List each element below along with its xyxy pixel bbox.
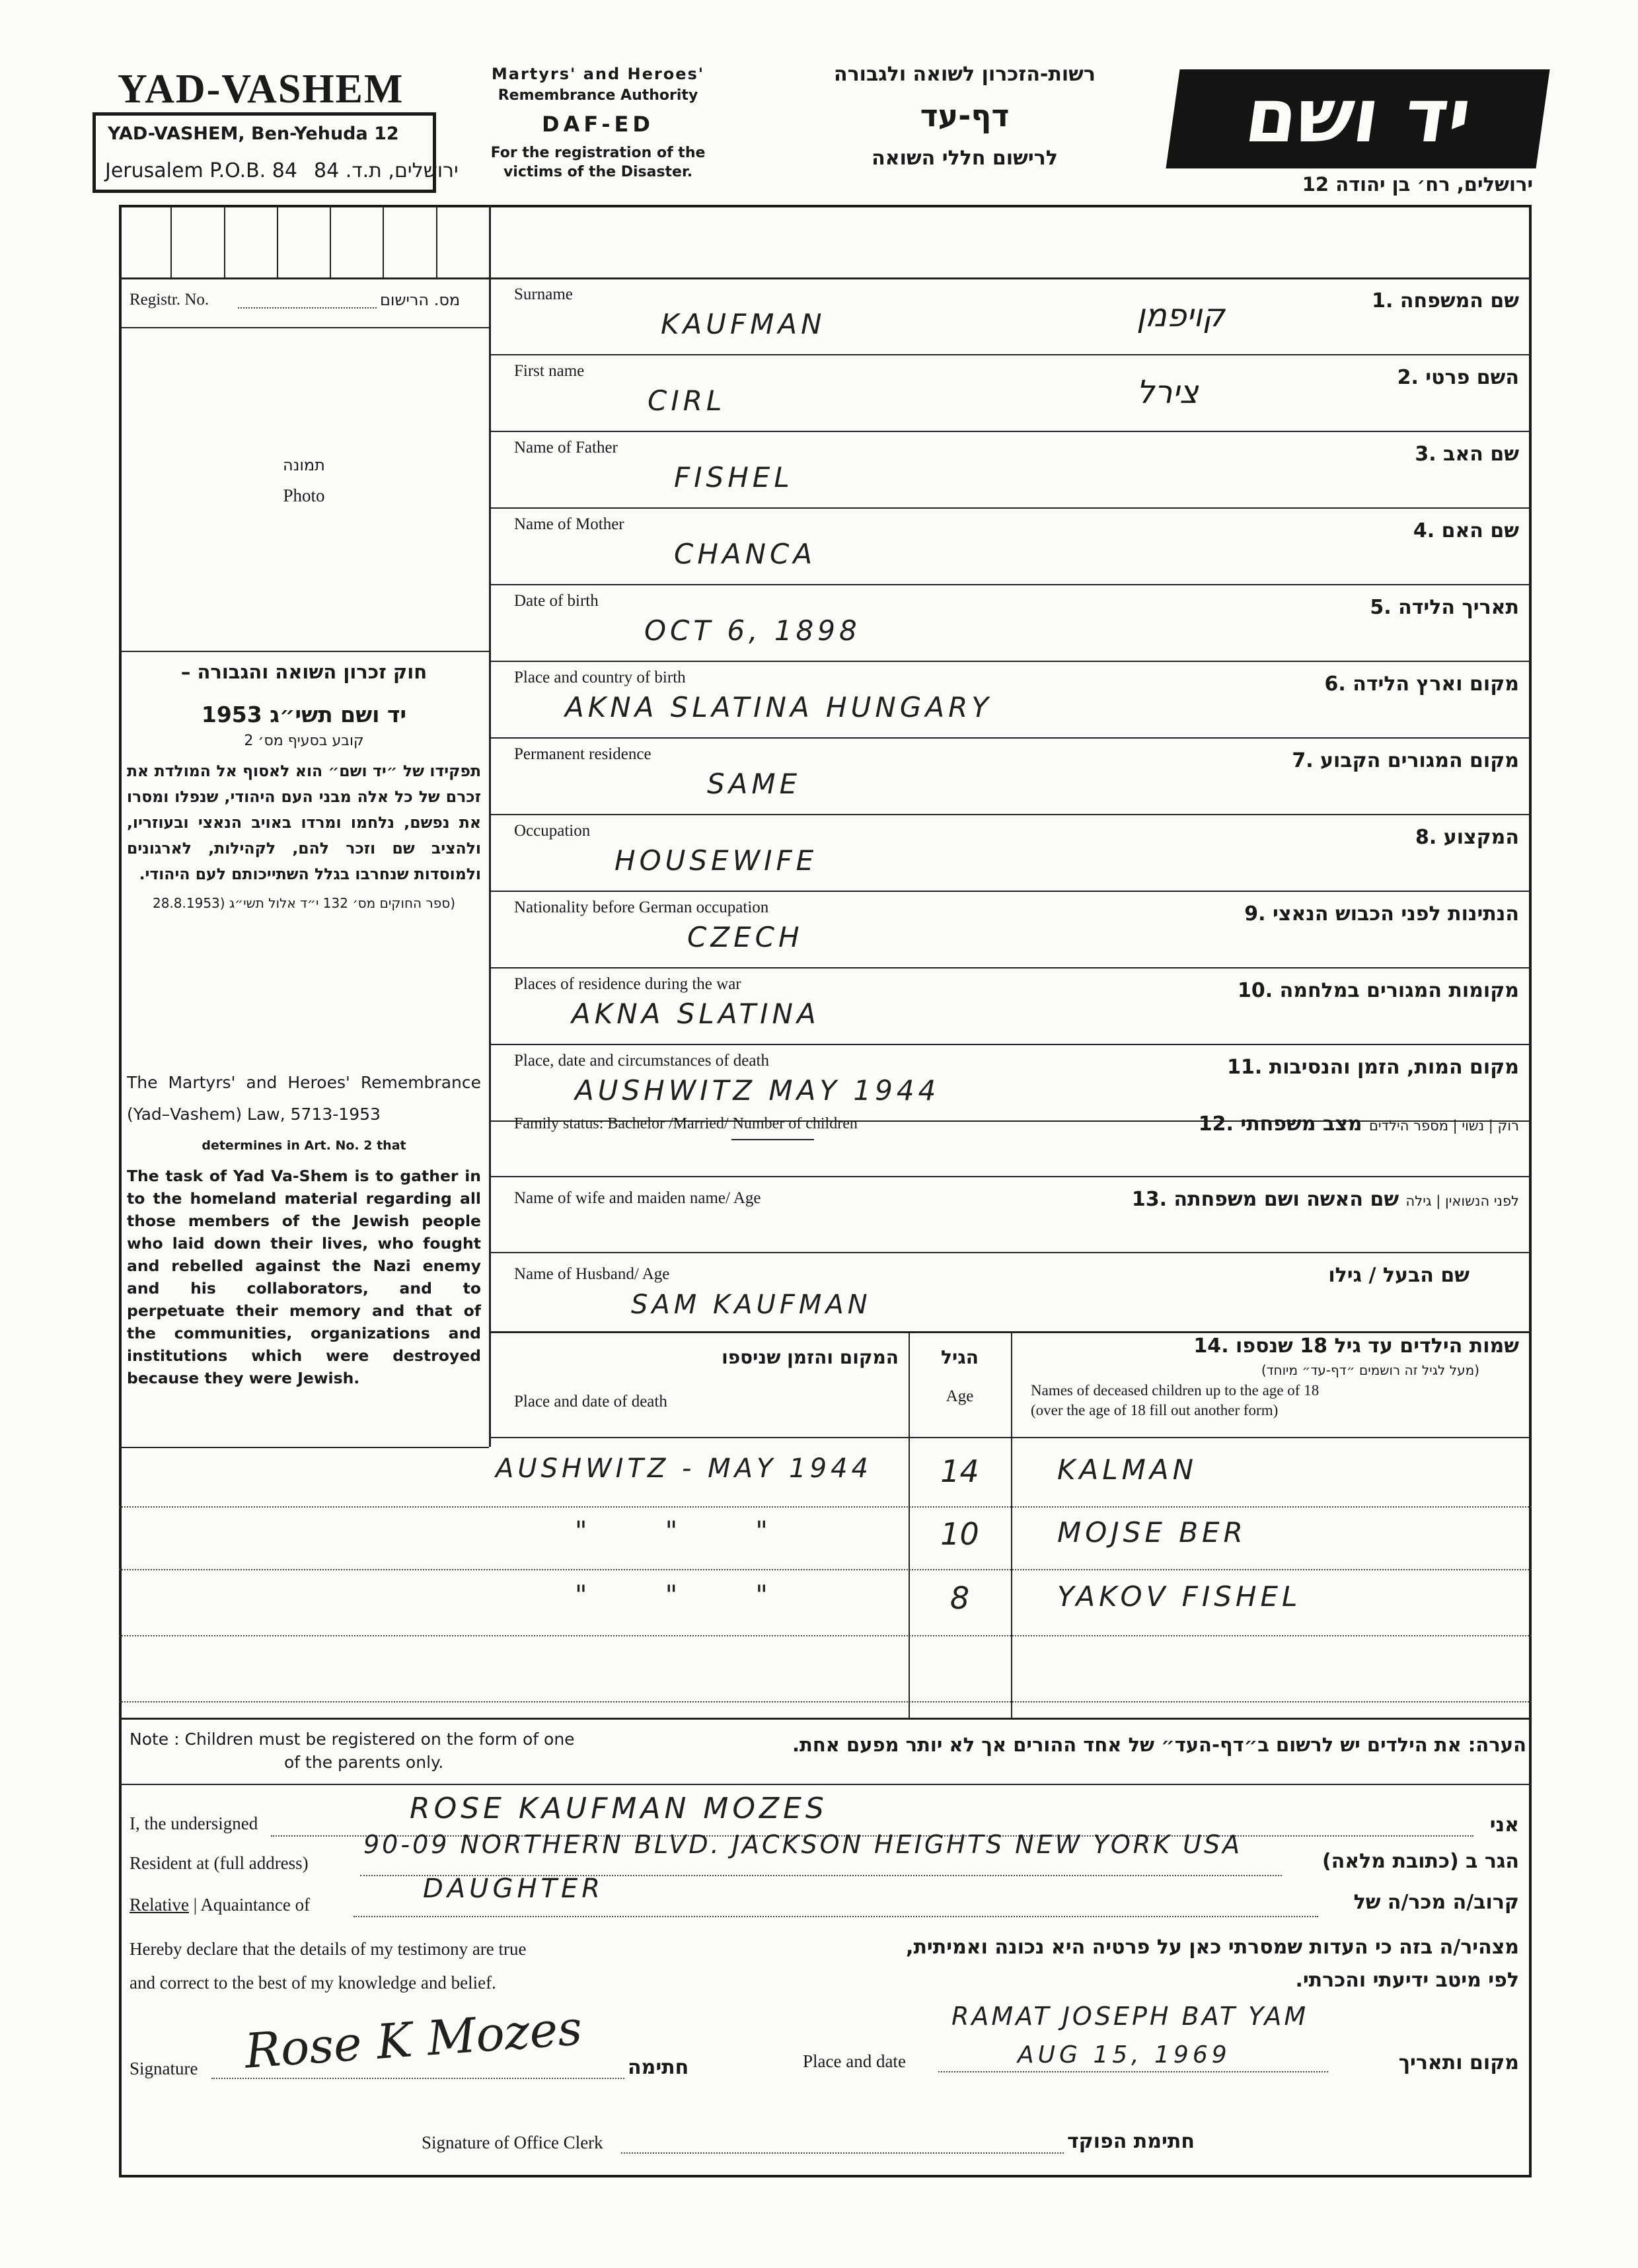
children-age-en: Age [946,1387,974,1405]
field-label: Surname [514,285,573,303]
field-label: Date of birth [514,592,599,610]
law-heb-block [127,661,481,911]
yv-stamp-line2b: ירושלים, ת.ד. 84 [314,159,459,182]
field-num: .3 [1415,443,1436,466]
authority-line2: Remembrance Authority [498,87,698,104]
field-label: Place, date and circumstances of death [514,1052,769,1070]
field-value: AKNA SLATINA [572,998,820,1030]
relative-heb: קרוב/ה מכר/ה של [1353,1891,1519,1914]
top-boxes [119,205,489,277]
note-heb: הערה: את הילדים יש לרשום ב״דף-העד״ של אחד ההורים אך לא יותר מפעם אחת. [792,1734,1526,1756]
undersigned-label: I, the undersigned [130,1813,258,1833]
place-date-heb: מקום ותאריך [1398,2051,1519,2074]
field-num: .4 [1413,519,1435,542]
husband-heb: שם הבעל / גילו [1328,1264,1470,1287]
field-num: .1 [1372,289,1394,312]
resident-heb: הגר ב (כתובת מלאה) [1322,1850,1519,1873]
field-heb-label [990,826,1519,849]
field-heb-label [990,596,1519,619]
field-heb-text: המקצוע [1443,826,1519,849]
field-heb-text: מקום המגורים הקבוע [1320,749,1519,772]
field-label: Permanent residence [514,745,651,763]
signature-label: Signature [130,2059,198,2078]
relative-label-group [130,1895,310,1915]
note-en-2: of the parents only. [284,1753,444,1772]
heb-purpose: לרישום חללי השואה [872,147,1058,170]
field-heb-text: שם האם [1441,519,1519,542]
acquaintance-label: | Aquaintance of [193,1895,311,1915]
place-value: RAMAT JOSEPH BAT YAM [951,2002,1309,2031]
field-label: Name of Father [514,439,618,457]
field-heb-text: תאריך הלידה [1398,596,1519,619]
child-name: KALMAN [1057,1453,1198,1486]
field-heb-label [990,366,1519,389]
children-num: .14 [1193,1335,1229,1358]
field-heb-text: שם המשפחה [1399,289,1519,312]
field-num: .10 [1238,979,1273,1002]
law-heb-ref: (ספר החוקים מס׳ 132 י״ד אלול תשי״ג (28.8.1953 [152,895,455,911]
child-name: YAKOV FISHEL [1057,1580,1302,1613]
family-status-heb-small: רוק | נשוי | מספר הילדים [1368,1118,1519,1134]
child-place: " " " [575,1580,772,1611]
declare-en-1: Hereby declare that the details of my testimony are true [130,1939,527,1959]
heb-authority: רשות-הזכרון לשואה ולגבורה [834,63,1096,86]
field-heb-text: שם האב [1443,443,1519,466]
family-status-en: Family status: Bachelor /Married/ Number of children [514,1115,858,1132]
field-num: .9 [1244,902,1266,926]
children-heb-title-text: שמות הילדים עד גיל 18 שנספו [1236,1335,1519,1358]
children-heb-title [1017,1335,1519,1358]
field-value: HOUSEWIFE [614,844,818,877]
husband-label: Name of Husband/ Age [514,1265,670,1283]
children-en-title1: Names of deceased children up to the age of 18 [1031,1382,1320,1399]
authority-line1: Martyrs' and Heroes' [491,65,705,83]
field-heb-text: השם פרטי [1425,366,1519,389]
relative-value: DAUGHTER [423,1874,605,1904]
field-label: Place and country of birth [514,669,686,686]
field-value-heb: צירל [1136,374,1199,411]
law-en-block [127,1067,481,1389]
family-status-heb-main: מצב משפחתי [1240,1113,1362,1136]
field-label: Occupation [514,822,591,840]
heb-daf-ed: דף-עד [920,98,1010,133]
field-label: Places of residence during the war [514,975,741,993]
field-heb-label [990,289,1519,312]
field-heb-label [990,979,1519,1002]
law-heb-art: קובע בסעיף מס׳ 2 [244,733,364,749]
note-en-1: Note : Children must be registered on the form of one [130,1730,575,1749]
declare-heb-1: מצהיר/ה בזה כי העדות שמסרתי כאן על פרטיה היא נכונה ואמיתית, [906,1936,1519,1959]
wife-heb-small: לפני הנשואין | גילה [1405,1193,1519,1209]
wife-heb [990,1188,1519,1211]
relative-label: Relative [130,1895,189,1915]
law-en-title: The Martyrs' and Heroes' Remembrance (Yad–Vashem) Law, 5713-1953 [127,1073,481,1124]
field-value: CHANCA [674,538,817,570]
yad-vashem-logo [1166,69,1549,168]
registr-label: Registr. No. [130,291,209,309]
undersigned-heb: אני [1489,1813,1519,1837]
wife-label: Name of wife and maiden name/ Age [514,1189,761,1207]
child-place: " " " [575,1516,772,1547]
family-status-heb [1057,1113,1519,1136]
field-value: FISHEL [674,461,794,494]
field-heb-label [990,902,1519,926]
child-age: 14 [940,1453,979,1489]
field-heb-label [990,443,1519,466]
purpose-line2: victims of the Disaster. [503,164,693,180]
field-heb-text: מקום וארץ הלידה [1353,673,1519,696]
field-value: KAUFMAN [661,308,826,340]
field-heb-label [990,1056,1519,1079]
field-heb-label [990,673,1519,696]
field-heb-label [990,749,1519,772]
field-heb-text: מקום המות, הזמן והנסיבות [1269,1056,1519,1079]
child-name: MOJSE BER [1057,1516,1247,1549]
child-age: 8 [949,1580,970,1616]
declare-en-2: and correct to the best of my knowledge and belief. [130,1973,496,1993]
yv-stamp-line2a: Jerusalem P.O.B. 84 [105,159,297,182]
field-num: .2 [1397,366,1419,389]
field-heb-label [990,519,1519,542]
married-underline [731,1139,814,1140]
law-heb-text: תפקידו של ״יד ושם״ הוא לאסוף אל המולדת את זכרם של כל אלה מבני העם היהודי, שנפלו ומסרו את נפשם, נלחמו ומרדו באויב הנאצי ובעוזריו, ולהציב שם וזכר להם, לקהילות, לארגונים ולמוסדות שנחרבו בגלל השתייכותם לעם היהודי. [127,762,481,883]
field-value: CZECH [687,921,803,953]
field-label: First name [514,362,585,380]
heb-address: ירושלים, רח׳ בן יהודה 12 [1302,173,1533,196]
field-num: .6 [1324,673,1346,696]
declare-heb-2: לפי מיטב ידיעתי והכרתי. [1295,1969,1519,1992]
field-num: .8 [1415,826,1437,849]
wife-num: .13 [1131,1188,1168,1211]
children-age-heb: הגיל [941,1346,979,1368]
yv-stamp-box [93,112,459,193]
field-value: AUSHWITZ MAY 1944 [575,1074,940,1107]
field-value: OCT 6, 1898 [644,614,861,647]
field-value: AKNA SLATINA HUNGARY [565,691,992,723]
law-en-text: The task of Yad Va-Shem is to gather in to the homeland material regarding all those members of the Jewish people who laid down their lives, who fought and rebelled against the Nazi enemy and his collaborators, and to perpetuate their memory and that of the communities, organizations and institutions which were destroyed because they were Jewish. [127,1167,481,1387]
logo-text: יד ושם [1240,73,1477,159]
children-place-heb: המקום והזמן שניספו [722,1346,899,1368]
daf-ed-label: DAF-ED [542,112,654,137]
child-age: 10 [940,1516,979,1552]
resident-value: 90-09 NORTHERN BLVD. JACKSON HEIGHTS NEW YORK USA [363,1830,1243,1859]
clerk-heb: חתימת הפוקד [1067,2130,1195,2153]
signature-heb: חתימה [628,2056,689,2079]
children-en-title2: (over the age of 18 fill out another form) [1031,1402,1279,1418]
field-heb-text: הנתינות לפני הכבוש הנאצי [1273,902,1519,926]
wife-heb-main: שם האשה ושם משפחתה [1173,1188,1399,1211]
signature-value: Rose K Mozes [242,2000,584,2079]
field-label: Name of Mother [514,515,624,533]
purpose-line1: For the registration of the [490,145,706,161]
children-place-en: Place and date of death [514,1393,667,1410]
field-num: .7 [1292,749,1314,772]
field-value: CIRL [648,384,726,417]
yv-stamp-line1: YAD-VASHEM, Ben-Yehuda 12 [108,124,399,144]
children-heb-note: (מעל לגיל זה רושמים ״דף-עד״ מיוחד) [1261,1362,1479,1378]
undersigned-value: ROSE KAUFMAN MOZES [410,1792,828,1825]
husband-value: SAM KAUFMAN [631,1290,872,1320]
resident-label: Resident at (full address) [130,1853,309,1873]
photo-heb: תמונה [283,456,325,474]
family-status-num: .12 [1198,1113,1234,1136]
law-heb-title: חוק זכרון השואה והגבורה – [180,661,428,683]
field-num: .11 [1227,1056,1263,1079]
field-value: SAME [707,768,801,800]
law-en-art: determines in Art. No. 2 that [202,1138,406,1153]
place-date-label: Place and date [803,2051,906,2071]
photo-label: Photo [283,486,325,505]
law-heb-name: יד ושם תשי״ג 1953 [201,702,407,727]
clerk-label: Signature of Office Clerk [422,2133,603,2152]
field-label: Nationality before German occupation [514,898,769,916]
field-value-heb: קויפמן [1136,297,1225,334]
field-num: .5 [1370,596,1392,619]
field-heb-text: מקומות המגורים במלחמה [1279,979,1519,1002]
child-place: AUSHWITZ - MAY 1944 [496,1453,872,1484]
registr-heb: מס. הרישום [380,291,461,309]
yv-title: YAD-VASHEM [118,67,404,112]
date-value: AUG 15, 1969 [1018,2041,1231,2068]
